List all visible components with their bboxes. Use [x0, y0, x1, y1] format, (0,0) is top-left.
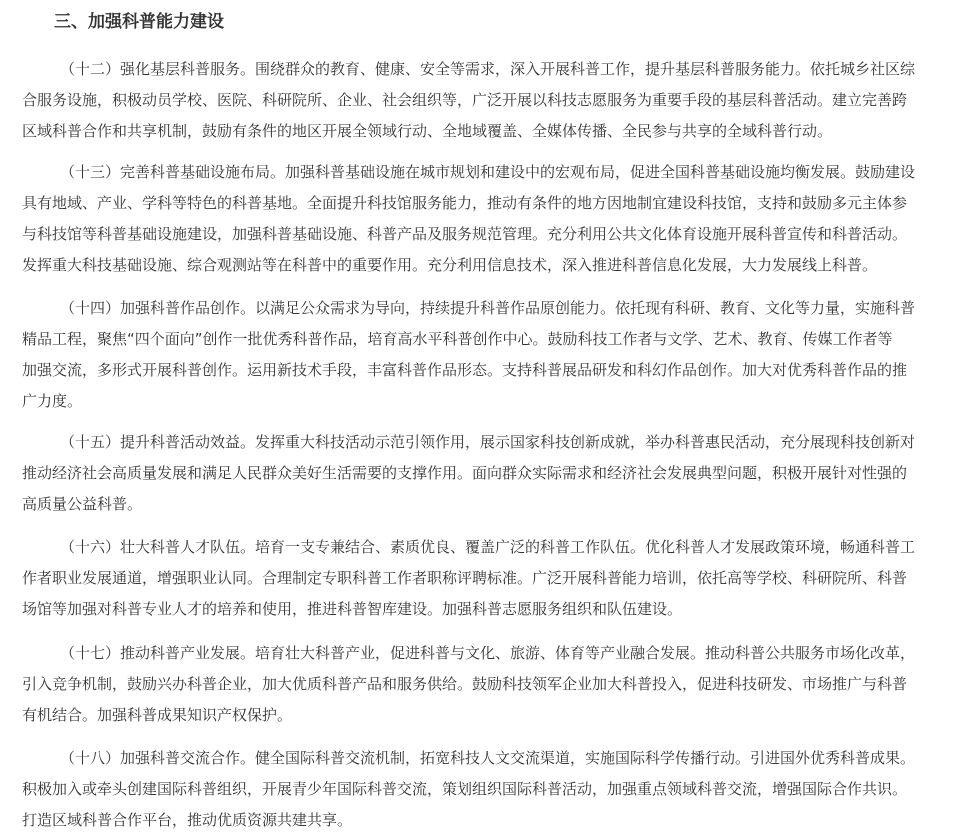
paragraph-line: 高质量公益科普。: [22, 495, 143, 513]
paragraph-line: 合服务设施，积极动员学校、医院、科研院所、企业、社会组织等，广泛开展以科技志愿服务为重要手段的基层科普活动。建立完善跨: [22, 91, 908, 109]
paragraph-13: [22, 157, 968, 281]
paragraph-12: [22, 54, 968, 147]
paragraph-line: 推动经济社会高质量发展和满足人民群众美好生活需要的支撑作用。面向群众实际需求和经济社会发展典型问题，积极开展针对性强的: [22, 464, 908, 482]
paragraph-line: （十三）完善科普基础设施布局。加强科普基础设施在城市规划和建设中的宏观布局，促进全国科普基础设施均衡发展。鼓励建设: [60, 163, 916, 181]
paragraph-line: （十五）提升科普活动效益。发挥重大科技活动示范引领作用，展示国家科技创新成就，举办科普惠民活动，充分展现科技创新对: [60, 433, 916, 451]
paragraph-line: （十七）推动科普产业发展。培育壮大科普产业，促进科普与文化、旅游、体育等产业融合发展。推动科普公共服务市场化改革，: [60, 644, 916, 662]
paragraph-line: 发挥重大科技基础设施、综合观测站等在科普中的重要作用。充分利用信息技术，深入推进科普信息化发展，大力发展线上科普。: [22, 256, 878, 274]
paragraph-line: 区域科普合作和共享机制，鼓励有条件的地区开展全领域行动、全地域覆盖、全媒体传播、全民参与共享的全域科普行动。: [22, 122, 833, 140]
paragraph-line: （十六）壮大科普人才队伍。培育一支专兼结合、素质优良、覆盖广泛的科普工作队伍。优化科普人才发展政策环境，畅通科普工: [60, 538, 916, 556]
paragraph-line: 有机结合。加强科普成果知识产权保护。: [22, 706, 293, 724]
paragraph-18: [22, 743, 968, 836]
paragraph-line: （十二）强化基层科普服务。围绕群众的教育、健康、安全等需求，深入开展科普工作，提升基层科普服务能力。依托城乡社区综: [60, 60, 916, 78]
paragraph-line: 打造区域科普合作平台，推动优质资源共建共享。: [22, 811, 353, 829]
paragraph-line: 广力度。: [22, 392, 83, 410]
paragraph-line: 加强交流，多形式开展科普创作。运用新技术手段，丰富科普作品形态。支持科普展品研发和科幻作品创作。加大对优秀科普作品的推: [22, 361, 908, 379]
paragraph-line: 积极加入或牵头创建国际科普组织，开展青少年国际科普交流，策划组织国际科普活动，加强重点领域科普交流，增强国际合作共识。: [22, 780, 908, 798]
paragraph-line: （十四）加强科普作品创作。以满足公众需求为导向，持续提升科普作品原创能力。依托现有科研、教育、文化等力量，实施科普: [60, 299, 916, 317]
paragraph-line: 与科技馆等科普基础设施建设，加强科普基础设施、科普产品及服务规范管理。充分利用公共文化体育设施开展科普宣传和科普活动。: [22, 225, 908, 243]
paragraph-line: 引入竞争机制，鼓励兴办科普企业，加大优质科普产品和服务供给。鼓励科技领军企业加大科普投入，促进科技研发、市场推广与科普: [22, 675, 908, 693]
paragraph-line: 精品工程，聚焦“四个面向”创作一批优秀科普作品，培育高水平科普创作中心。鼓励科技工作者与文学、艺术、教育、传媒工作者等: [22, 330, 893, 348]
paragraph-line: （十八）加强科普交流合作。健全国际科普交流机制，拓宽科技人文交流渠道，实施国际科学传播行动。引进国外优秀科普成果。: [60, 749, 916, 767]
section-heading: 三、加强科普能力建设: [54, 12, 224, 32]
paragraph-line: 具有地域、产业、学科等特色的科普基地。全面提升科技馆服务能力，推动有条件的地方因地制宜建设科技馆，支持和鼓励多元主体参: [22, 194, 908, 212]
paragraph-15: [22, 427, 968, 520]
paragraph-16: [22, 532, 968, 625]
paragraph-17: [22, 638, 968, 731]
paragraph-line: 场馆等加强对科普专业人才的培养和使用，推进科普智库建设。加强科普志愿服务组织和队伍建设。: [22, 600, 683, 618]
paragraph-14: [22, 293, 968, 417]
paragraph-line: 作者职业发展通道，增强职业认同。合理制定专职科普工作者职称评聘标准。广泛开展科普能力培训，依托高等学校、科研院所、科普: [22, 569, 908, 587]
